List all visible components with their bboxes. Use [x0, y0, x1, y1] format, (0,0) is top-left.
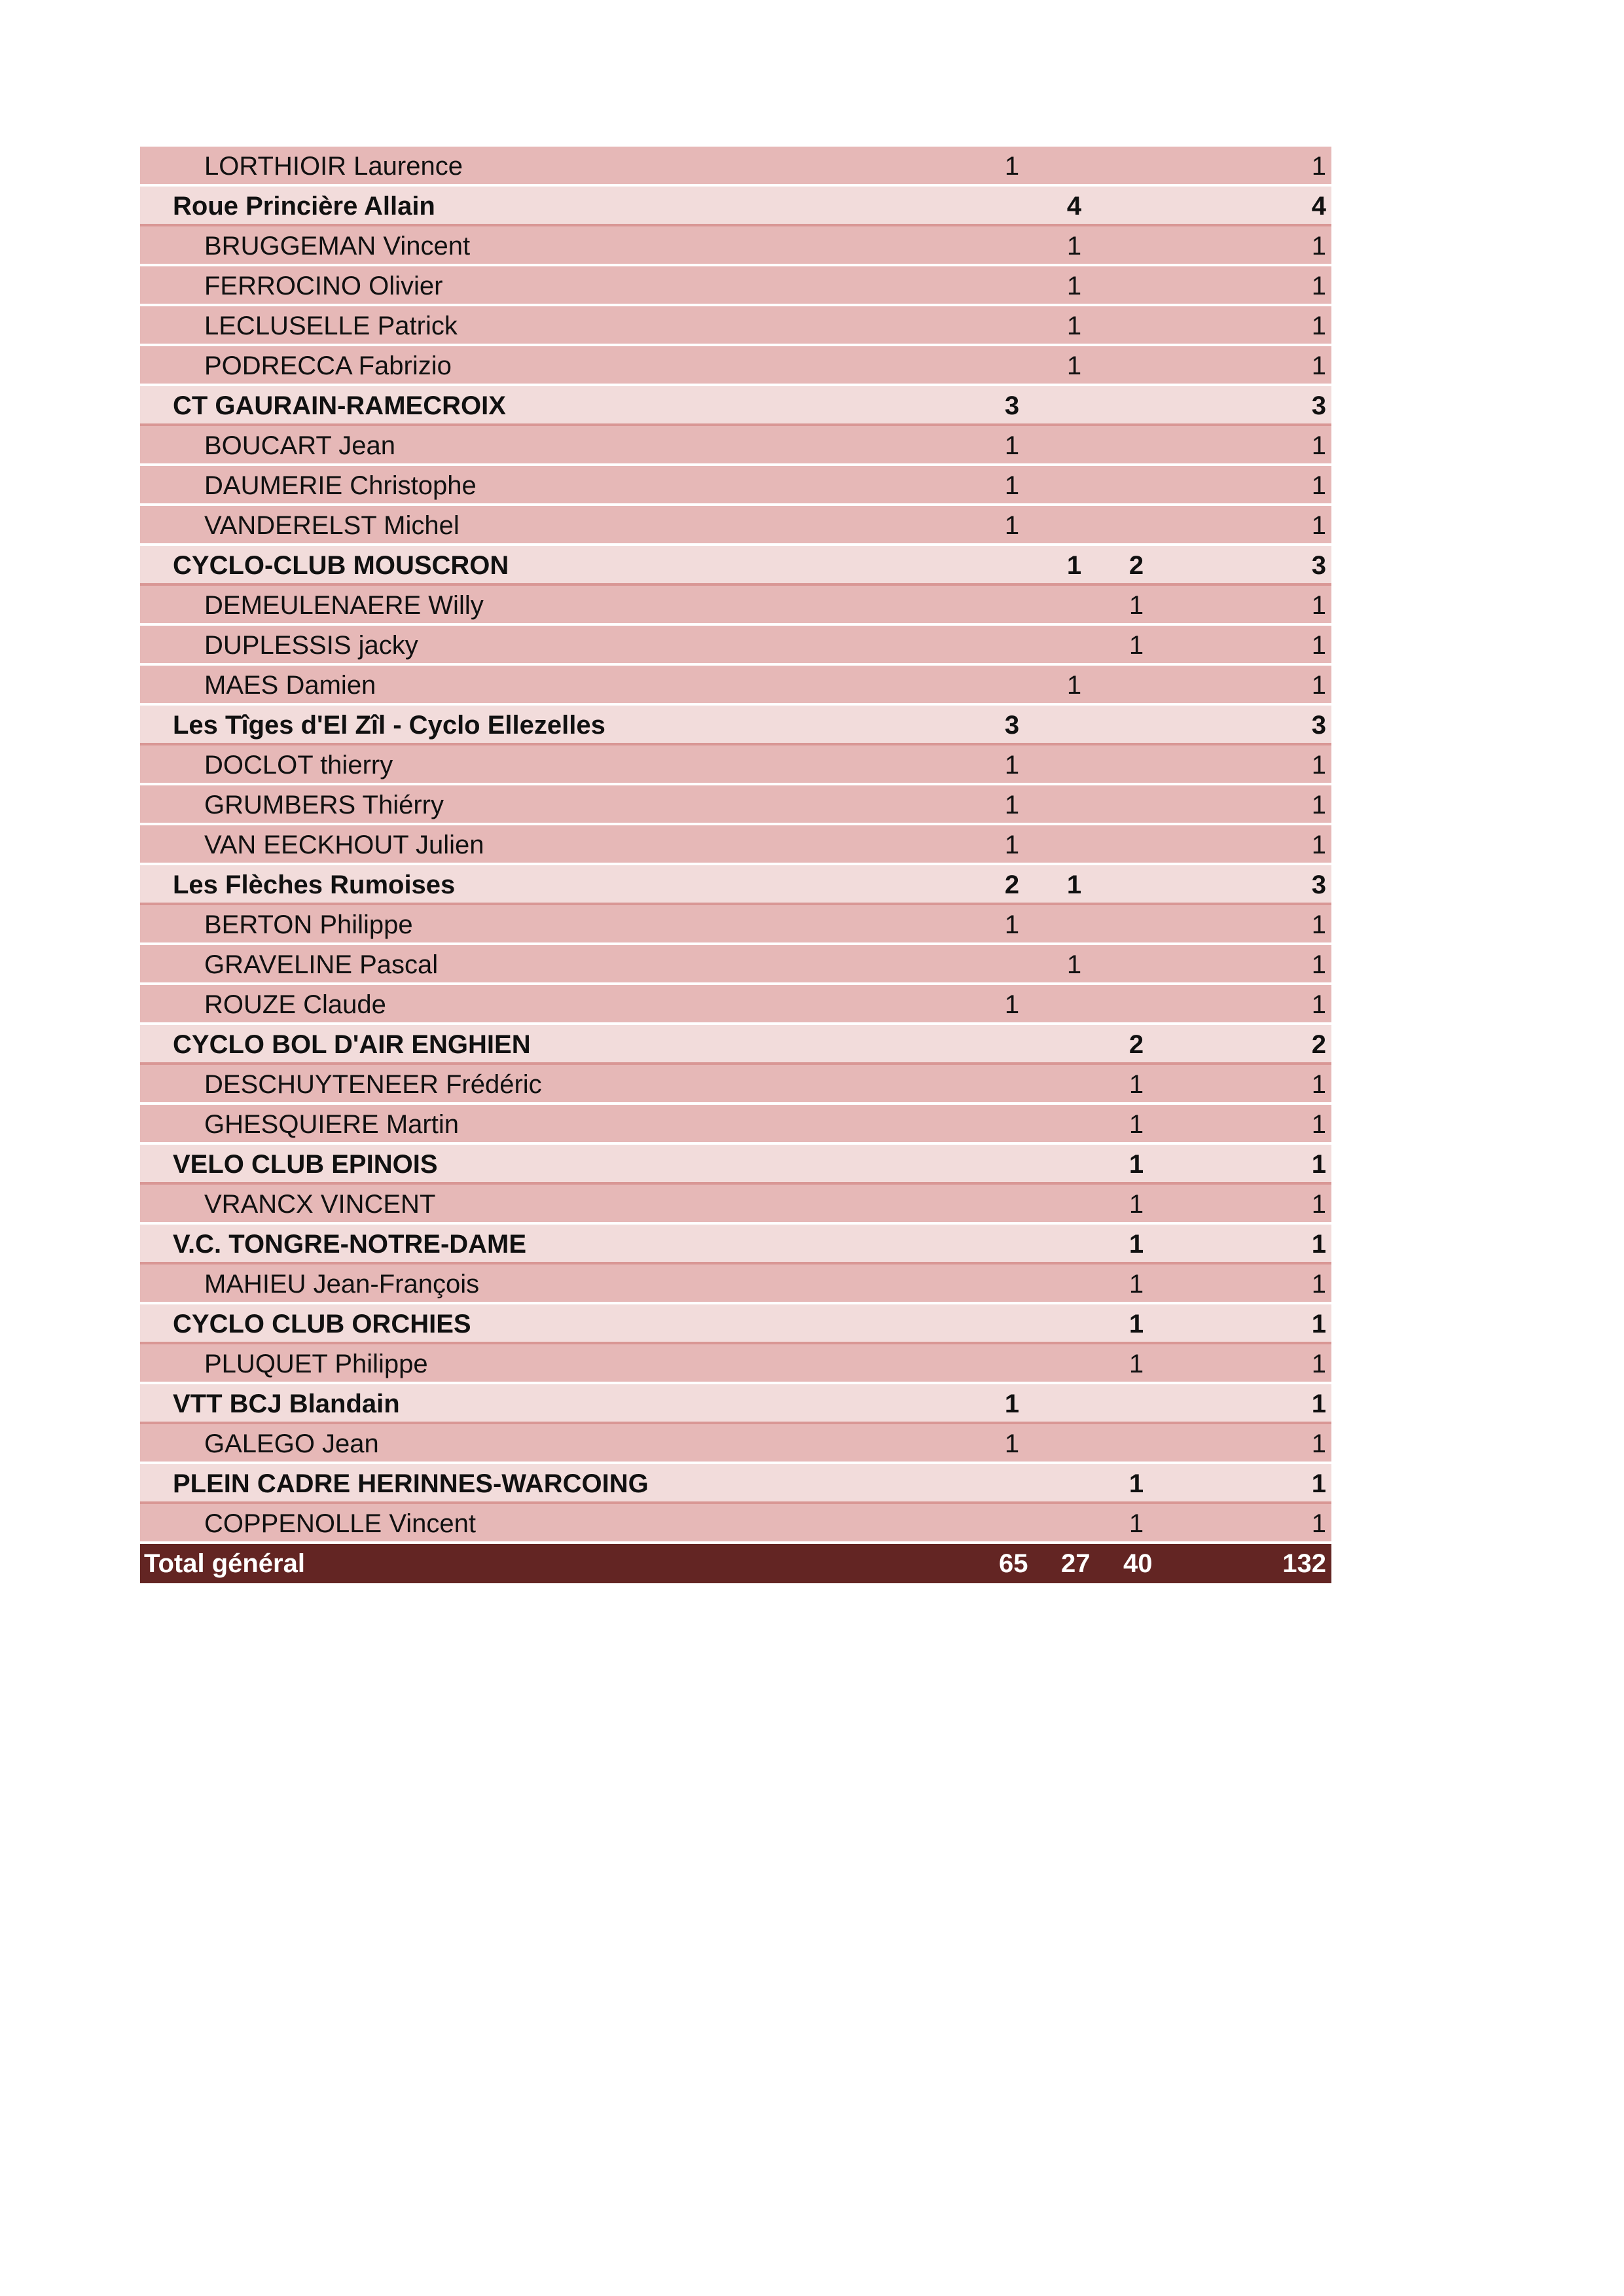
row-total: 1 [1311, 831, 1326, 859]
row-total: 3 [1311, 391, 1326, 420]
count-col1: 1 [1004, 831, 1020, 859]
row-total: 1 [1311, 791, 1326, 819]
row-total: 1 [1311, 1429, 1326, 1458]
club-name: CYCLO BOL D'AIR ENGHIEN [173, 1030, 531, 1059]
count-col3: 1 [1128, 1350, 1144, 1378]
count-col3: 1 [1128, 631, 1144, 660]
row-total: 1 [1311, 751, 1326, 780]
count-col3: 1 [1128, 591, 1144, 620]
rider-name: LORTHIOIR Laurence [204, 152, 463, 181]
club-row [140, 1304, 1331, 1344]
club-row [140, 1025, 1331, 1065]
club-row [140, 386, 1331, 426]
rider-name: GALEGO Jean [204, 1429, 379, 1458]
rider-row [140, 905, 1331, 945]
rider-name: DOCLOT thierry [204, 751, 393, 780]
row-total: 1 [1311, 1110, 1326, 1139]
rider-row [140, 346, 1331, 386]
club-name: CYCLO-CLUB MOUSCRON [173, 551, 509, 580]
rider-name: BERTON Philippe [204, 910, 413, 939]
count-col1: 2 [1004, 870, 1020, 899]
rider-name: LECLUSELLE Patrick [204, 312, 458, 340]
row-total: 3 [1311, 870, 1326, 899]
club-row [140, 706, 1331, 745]
rider-row [140, 1105, 1331, 1145]
count-col3: 1 [1128, 1190, 1144, 1219]
count-col3: 1 [1128, 1509, 1144, 1538]
grand-total-row [140, 1544, 1331, 1583]
count-col1: 1 [1004, 751, 1020, 780]
count-col1: 1 [1004, 511, 1020, 540]
rider-name: ROUZE Claude [204, 990, 386, 1019]
rider-row [140, 1504, 1331, 1544]
count-col2: 1 [1066, 232, 1082, 260]
row-total: 2 [1311, 1030, 1326, 1059]
count-col1: 1 [1004, 791, 1020, 819]
count-col1: 1 [1004, 431, 1020, 460]
count-col1: 3 [1004, 711, 1020, 740]
rider-name: VANDERELST Michel [204, 511, 460, 540]
row-total: 1 [1311, 591, 1326, 620]
rider-row [140, 426, 1331, 466]
rider-row [140, 985, 1331, 1025]
rider-row [140, 825, 1331, 865]
count-col3: 2 [1128, 1030, 1144, 1059]
count-col1: 1 [1004, 152, 1020, 181]
row-total: 1 [1311, 1469, 1326, 1498]
grand-total-value: 132 [1282, 1549, 1326, 1578]
count-col3: 1 [1128, 1310, 1144, 1338]
rider-row [140, 466, 1331, 506]
rider-name: BOUCART Jean [204, 431, 395, 460]
row-total: 1 [1311, 511, 1326, 540]
club-name: CYCLO CLUB ORCHIES [173, 1310, 471, 1338]
club-name: VELO CLUB EPINOIS [173, 1150, 438, 1179]
club-row [140, 1464, 1331, 1504]
club-row [140, 546, 1331, 586]
rider-row [140, 506, 1331, 546]
row-total: 1 [1311, 232, 1326, 260]
row-total: 1 [1311, 671, 1326, 700]
row-total: 1 [1311, 431, 1326, 460]
row-total: 1 [1311, 1509, 1326, 1538]
rider-row [140, 226, 1331, 266]
count-col3: 1 [1128, 1150, 1144, 1179]
club-name: VTT BCJ Blandain [173, 1390, 400, 1418]
rider-name: MAES Damien [204, 671, 376, 700]
row-total: 1 [1311, 1350, 1326, 1378]
rider-name: MAHIEU Jean-François [204, 1270, 480, 1299]
count-col1: 1 [1004, 471, 1020, 500]
club-name: PLEIN CADRE HERINNES-WARCOING [173, 1469, 649, 1498]
count-col3: 1 [1128, 1070, 1144, 1099]
rider-name: DESCHUYTENEER Frédéric [204, 1070, 542, 1099]
rider-row [140, 1265, 1331, 1304]
row-total: 1 [1311, 152, 1326, 181]
row-total: 3 [1311, 551, 1326, 580]
count-col1: 1 [1004, 1429, 1020, 1458]
rider-name: GRUMBERS Thiérry [204, 791, 444, 819]
count-col1: 1 [1004, 1390, 1020, 1418]
rider-row [140, 266, 1331, 306]
rider-row [140, 945, 1331, 985]
row-total: 1 [1311, 1070, 1326, 1099]
club-name: Les Flèches Rumoises [173, 870, 456, 899]
count-col2: 4 [1066, 192, 1082, 221]
count-col3: 1 [1128, 1230, 1144, 1259]
row-total: 1 [1311, 910, 1326, 939]
row-total: 1 [1311, 1230, 1326, 1259]
rider-row [140, 666, 1331, 706]
rider-name: DAUMERIE Christophe [204, 471, 477, 500]
table-body [140, 147, 1331, 1544]
rider-row [140, 1344, 1331, 1384]
grand-total-col1: 65 [999, 1549, 1028, 1578]
row-total: 1 [1311, 1390, 1326, 1418]
count-col2: 1 [1066, 272, 1082, 300]
row-total: 1 [1311, 631, 1326, 660]
count-col2: 1 [1066, 312, 1082, 340]
count-col2: 1 [1066, 870, 1082, 899]
club-name: V.C. TONGRE-NOTRE-DAME [173, 1230, 527, 1259]
rider-name: VRANCX VINCENT [204, 1190, 436, 1219]
rider-name: DUPLESSIS jacky [204, 631, 418, 660]
rider-row [140, 745, 1331, 785]
count-col3: 1 [1128, 1110, 1144, 1139]
row-total: 1 [1311, 990, 1326, 1019]
grand-total-col3: 40 [1123, 1549, 1153, 1578]
rider-row [140, 306, 1331, 346]
rider-row [140, 1065, 1331, 1105]
row-total: 1 [1311, 312, 1326, 340]
rider-name: COPPENOLLE Vincent [204, 1509, 477, 1538]
rider-name: PLUQUET Philippe [204, 1350, 428, 1378]
rider-row [140, 1185, 1331, 1225]
row-total: 1 [1311, 351, 1326, 380]
grand-total-label: Total général [144, 1549, 305, 1578]
club-row [140, 1145, 1331, 1185]
count-col2: 1 [1066, 671, 1082, 700]
rider-name: PODRECCA Fabrizio [204, 351, 452, 380]
rider-row [140, 147, 1331, 187]
row-total: 1 [1311, 950, 1326, 979]
rider-row [140, 586, 1331, 626]
row-total: 1 [1311, 1310, 1326, 1338]
row-total: 1 [1311, 1270, 1326, 1299]
count-col2: 1 [1066, 351, 1082, 380]
row-total: 3 [1311, 711, 1326, 740]
count-col3: 1 [1128, 1469, 1144, 1498]
count-col3: 2 [1128, 551, 1144, 580]
grand-total-col2: 27 [1061, 1549, 1091, 1578]
count-col1: 1 [1004, 910, 1020, 939]
club-name: Les Tîges d'El Zîl - Cyclo Ellezelles [173, 711, 605, 740]
rider-row [140, 626, 1331, 666]
rider-name: GHESQUIERE Martin [204, 1110, 459, 1139]
rider-row [140, 1424, 1331, 1464]
row-total: 1 [1311, 1190, 1326, 1219]
count-col1: 3 [1004, 391, 1020, 420]
club-name: CT GAURAIN-RAMECROIX [173, 391, 506, 420]
rider-row [140, 785, 1331, 825]
rider-name: VAN EECKHOUT Julien [204, 831, 484, 859]
club-row [140, 865, 1331, 905]
count-col1: 1 [1004, 990, 1020, 1019]
rider-name: DEMEULENAERE Willy [204, 591, 484, 620]
count-col2: 1 [1066, 551, 1082, 580]
pivot-table [140, 147, 1331, 1583]
club-row [140, 1384, 1331, 1424]
rider-name: GRAVELINE Pascal [204, 950, 439, 979]
row-total: 4 [1311, 192, 1326, 221]
row-total: 1 [1311, 1150, 1326, 1179]
club-row [140, 187, 1331, 226]
club-name: Roue Princière Allain [173, 192, 435, 221]
count-col3: 1 [1128, 1270, 1144, 1299]
rider-name: BRUGGEMAN Vincent [204, 232, 471, 260]
row-total: 1 [1311, 272, 1326, 300]
club-row [140, 1225, 1331, 1265]
count-col2: 1 [1066, 950, 1082, 979]
row-total: 1 [1311, 471, 1326, 500]
rider-name: FERROCINO Olivier [204, 272, 443, 300]
